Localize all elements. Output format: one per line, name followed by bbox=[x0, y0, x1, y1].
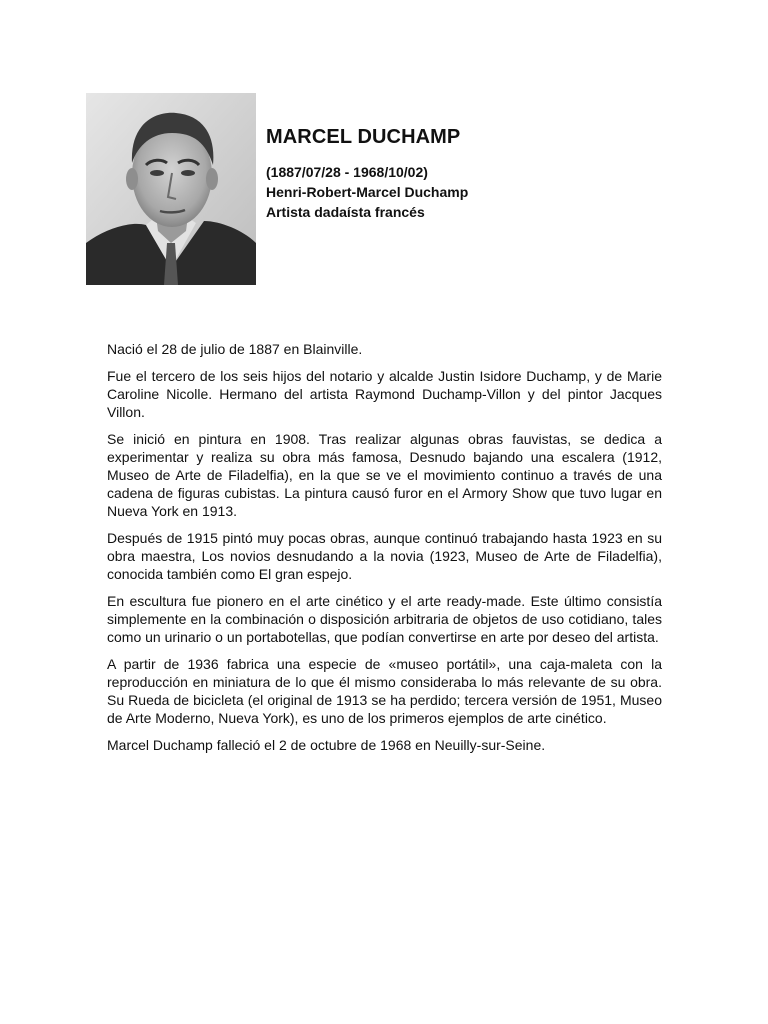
paragraph-painting: Se inició en pintura en 1908. Tras realizar algunas obras fauvistas, se dedica a experimentar y realiza su obra más famosa, Desnudo bajando una escalera (1912, Museo de Arte de Filadelfia), en la que se ve el movimiento continuo a través de una cadena de figuras cubistas. La pintura causó furor en el Armory Show que tuvo lugar en Nueva York en 1913. bbox=[107, 431, 662, 519]
artist-role: Artista dadaísta francés bbox=[266, 204, 425, 220]
biography-text bbox=[107, 340, 662, 763]
paragraph-family: Fue el tercero de los seis hijos del notario y alcalde Justin Isidore Duchamp, y de Marie Caroline Nicolle. Hermano del artista Raymond Duchamp-Villon y del pintor Jacques Villon. bbox=[107, 368, 662, 420]
paragraph-masterpiece: Después de 1915 pintó muy pocas obras, aunque continuó trabajando hasta 1923 en su obra maestra, Los novios desnudando a la novia (1923, Museo de Arte de Filadelfia), conocida también como El gran espejo. bbox=[107, 530, 662, 582]
life-dates: (1887/07/28 - 1968/10/02) bbox=[266, 164, 428, 180]
paragraph-death: Marcel Duchamp falleció el 2 de octubre de 1968 en Neuilly-sur-Seine. bbox=[107, 737, 546, 753]
header bbox=[266, 126, 666, 222]
paragraph-sculpture: En escultura fue pionero en el arte cinético y el arte ready-made. Este último consistía simplemente en la combinación o disposición arbitraria de objetos de uso cotidiano, tales como un urinario o un portabotellas, que podían convertirse en arte por deseo del artista. bbox=[107, 593, 662, 645]
paragraph-birth: Nació el 28 de julio de 1887 en Blainville. bbox=[107, 341, 363, 357]
paragraph-museum: A partir de 1936 fabrica una especie de «museo portátil», una caja-maleta con la reproducción en miniatura de lo que él mismo consideraba lo más relevante de su obra. Su Rueda de bicicleta (el original de 1913 se ha perdido; tercera versión de 1951, Museo de Arte Moderno, Nueva York), es uno de los primeros ejemplos de arte cinético. bbox=[107, 656, 662, 726]
full-name: Henri-Robert-Marcel Duchamp bbox=[266, 184, 469, 200]
page-title: MARCEL DUCHAMP bbox=[266, 126, 461, 148]
portrait-photo bbox=[86, 93, 256, 285]
